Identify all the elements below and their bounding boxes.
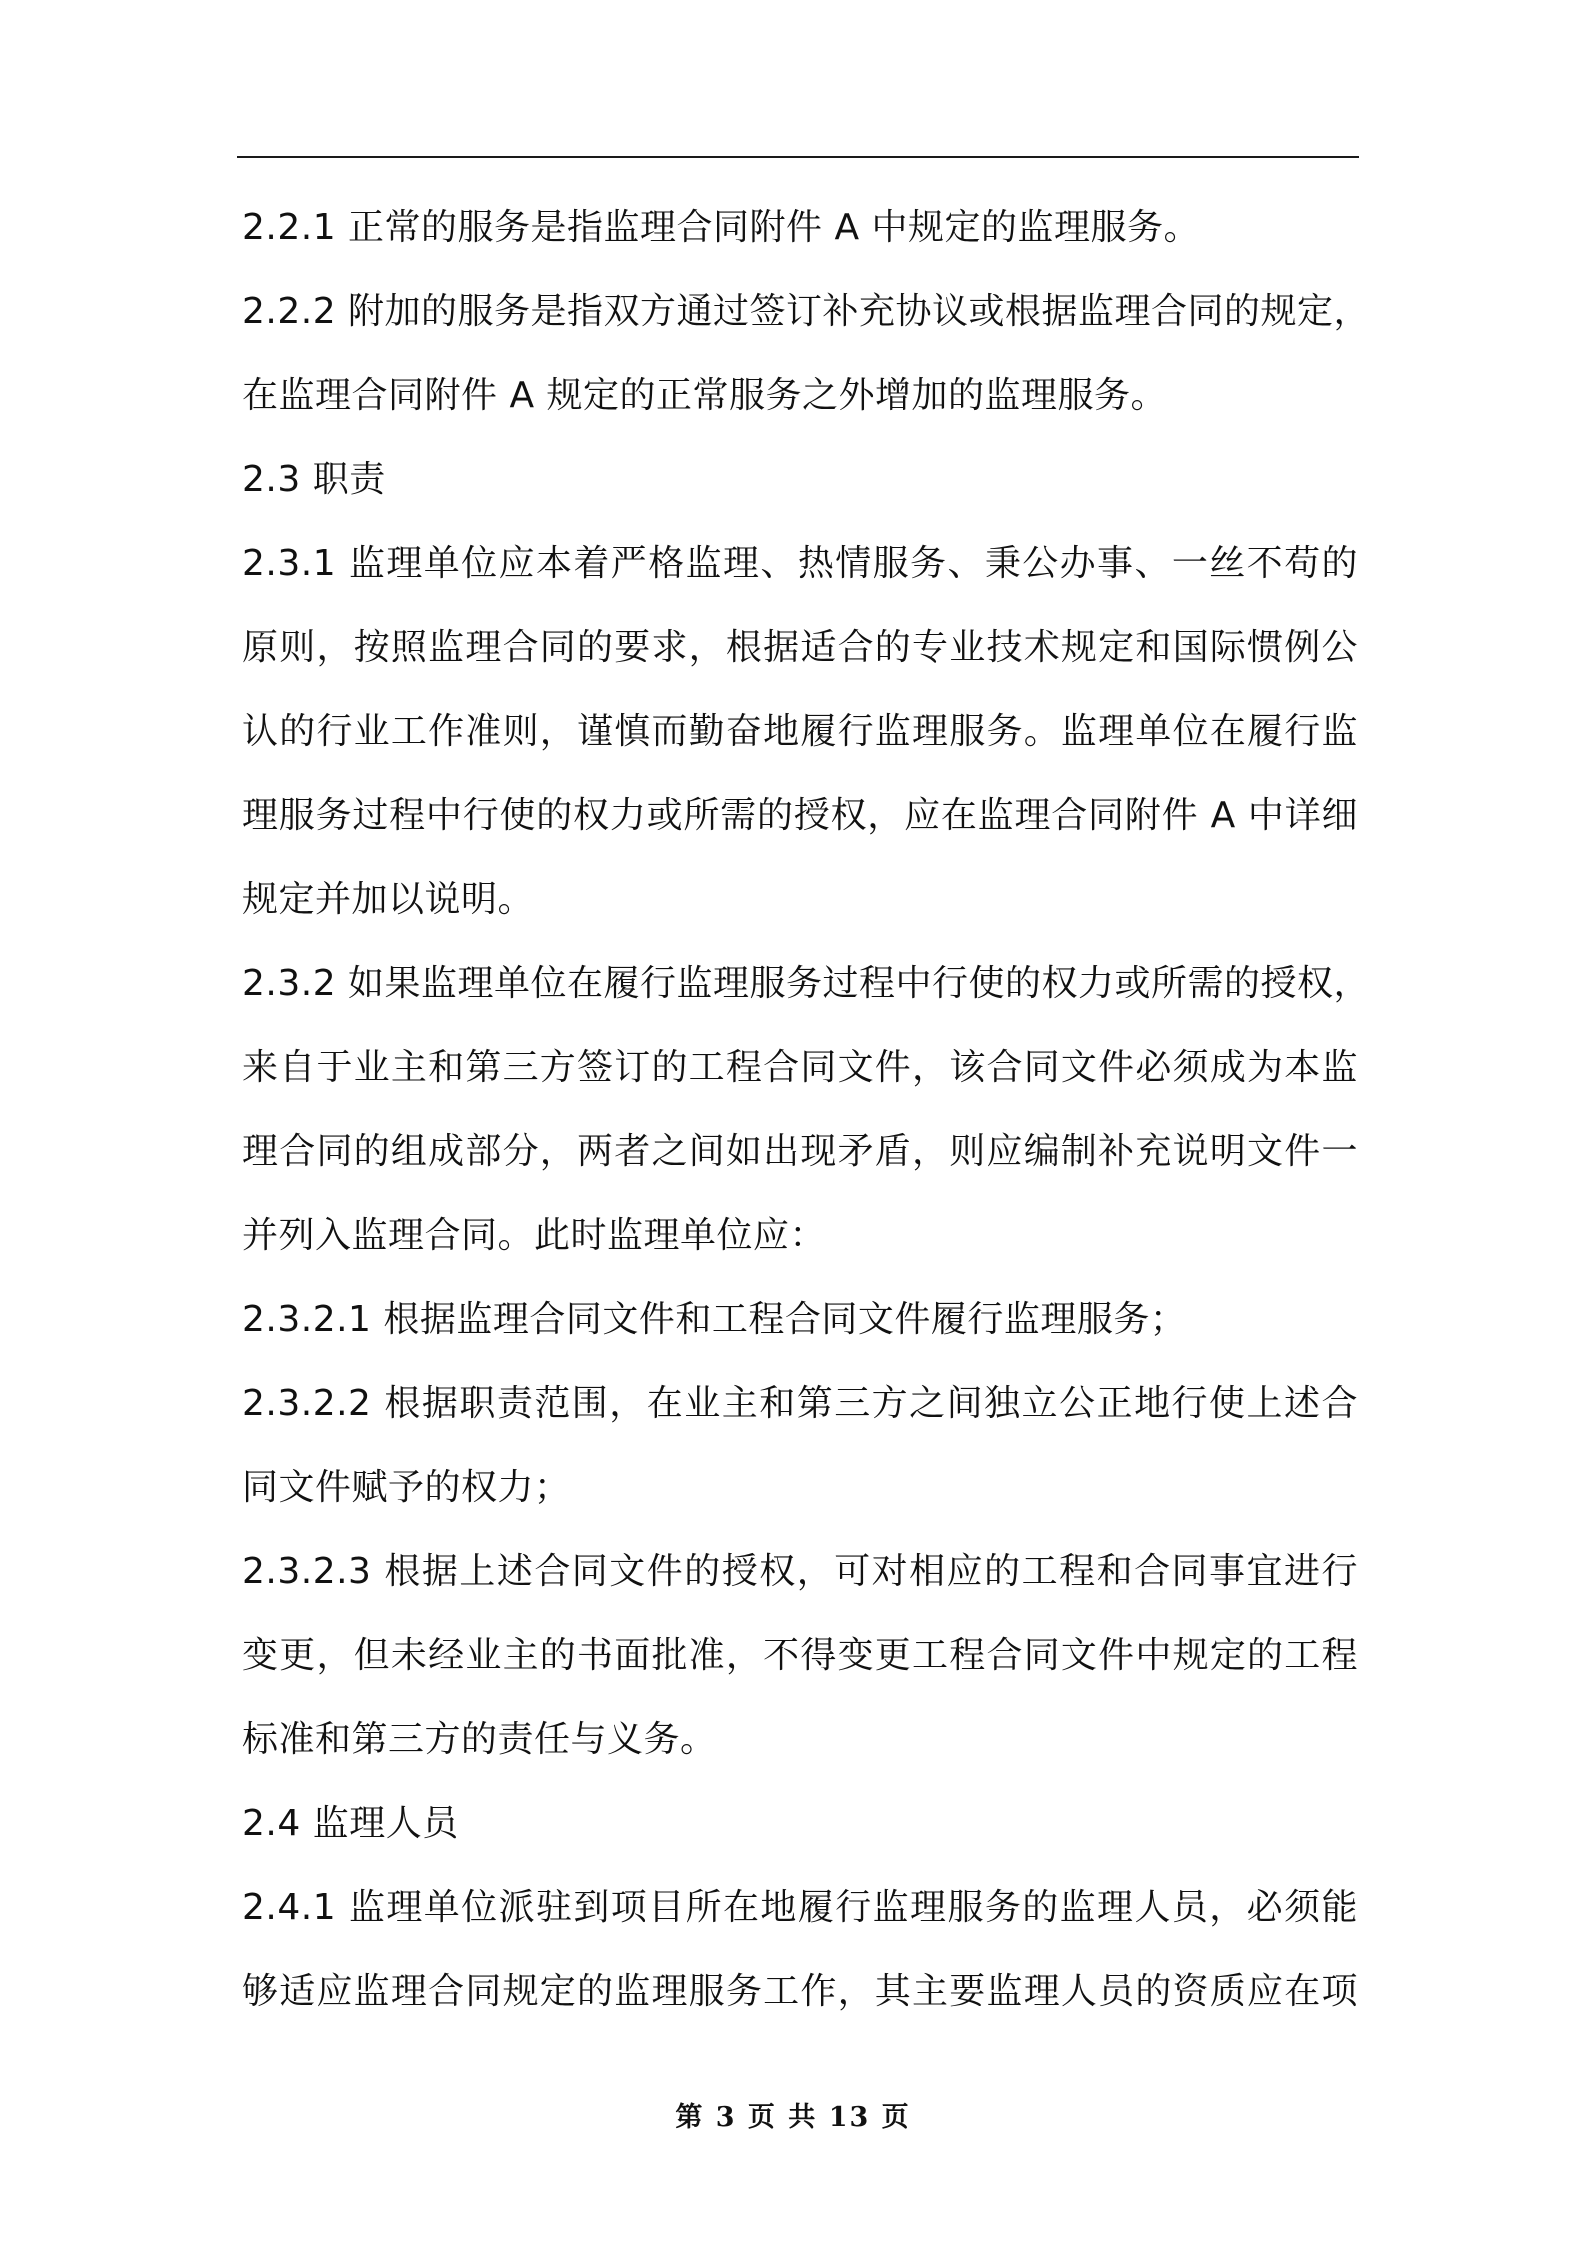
text-line-2-2-1: 2.2.1 正常的服务是指监理合同附件 A 中规定的监理服务。 xyxy=(242,207,1201,248)
text-line: 来自于业主和第三方签订的工程合同文件，该合同文件必须成为本监 xyxy=(242,1047,1358,1088)
text-line: 同文件赋予的权力； xyxy=(242,1467,571,1508)
text-line: 够适应监理合同规定的监理服务工作，其主要监理人员的资质应在项 xyxy=(242,1971,1358,2012)
page-footer: 第 3 页 共 13 页 xyxy=(675,2102,911,2133)
section-heading-2-4: 2.4 监理人员 xyxy=(242,1803,459,1844)
text-line: 理合同的组成部分，两者之间如出现矛盾，则应编制补充说明文件一 xyxy=(242,1131,1358,1172)
header-rule xyxy=(237,156,1359,158)
text-line-2-4-1: 2.4.1 监理单位派驻到项目所在地履行监理服务的监理人员，必须能 xyxy=(242,1887,1358,1928)
text-line: 变更，但未经业主的书面批准，不得变更工程合同文件中规定的工程 xyxy=(242,1635,1358,1676)
text-line-2-2-2: 2.2.2 附加的服务是指双方通过签订补充协议或根据监理合同的规定， xyxy=(242,291,1371,332)
text-line-2-3-2-2: 2.3.2.2 根据职责范围，在业主和第三方之间独立公正地行使上述合 xyxy=(242,1383,1358,1424)
text-line: 规定并加以说明。 xyxy=(242,879,535,920)
text-line: 标准和第三方的责任与义务。 xyxy=(242,1719,717,1760)
text-line: 原则，按照监理合同的要求，根据适合的专业技术规定和国际惯例公 xyxy=(242,627,1358,668)
text-line-2-3-2: 2.3.2 如果监理单位在履行监理服务过程中行使的权力或所需的授权， xyxy=(242,963,1371,1004)
text-line-2-3-2-3: 2.3.2.3 根据上述合同文件的授权，可对相应的工程和合同事宜进行 xyxy=(242,1551,1358,1592)
text-line-2-3-2-1: 2.3.2.1 根据监理合同文件和工程合同文件履行监理服务； xyxy=(242,1299,1187,1340)
text-line: 并列入监理合同。此时监理单位应： xyxy=(242,1215,827,1256)
document-body xyxy=(242,200,1371,2048)
section-heading-2-3: 2.3 职责 xyxy=(242,459,386,500)
text-line: 认的行业工作准则，谨慎而勤奋地履行监理服务。监理单位在履行监 xyxy=(242,711,1358,752)
text-line-2-3-1: 2.3.1 监理单位应本着严格监理、热情服务、秉公办事、一丝不苟的 xyxy=(242,543,1358,584)
text-line: 在监理合同附件 A 规定的正常服务之外增加的监理服务。 xyxy=(242,375,1168,416)
text-line: 理服务过程中行使的权力或所需的授权，应在监理合同附件 A 中详细 xyxy=(242,795,1358,836)
